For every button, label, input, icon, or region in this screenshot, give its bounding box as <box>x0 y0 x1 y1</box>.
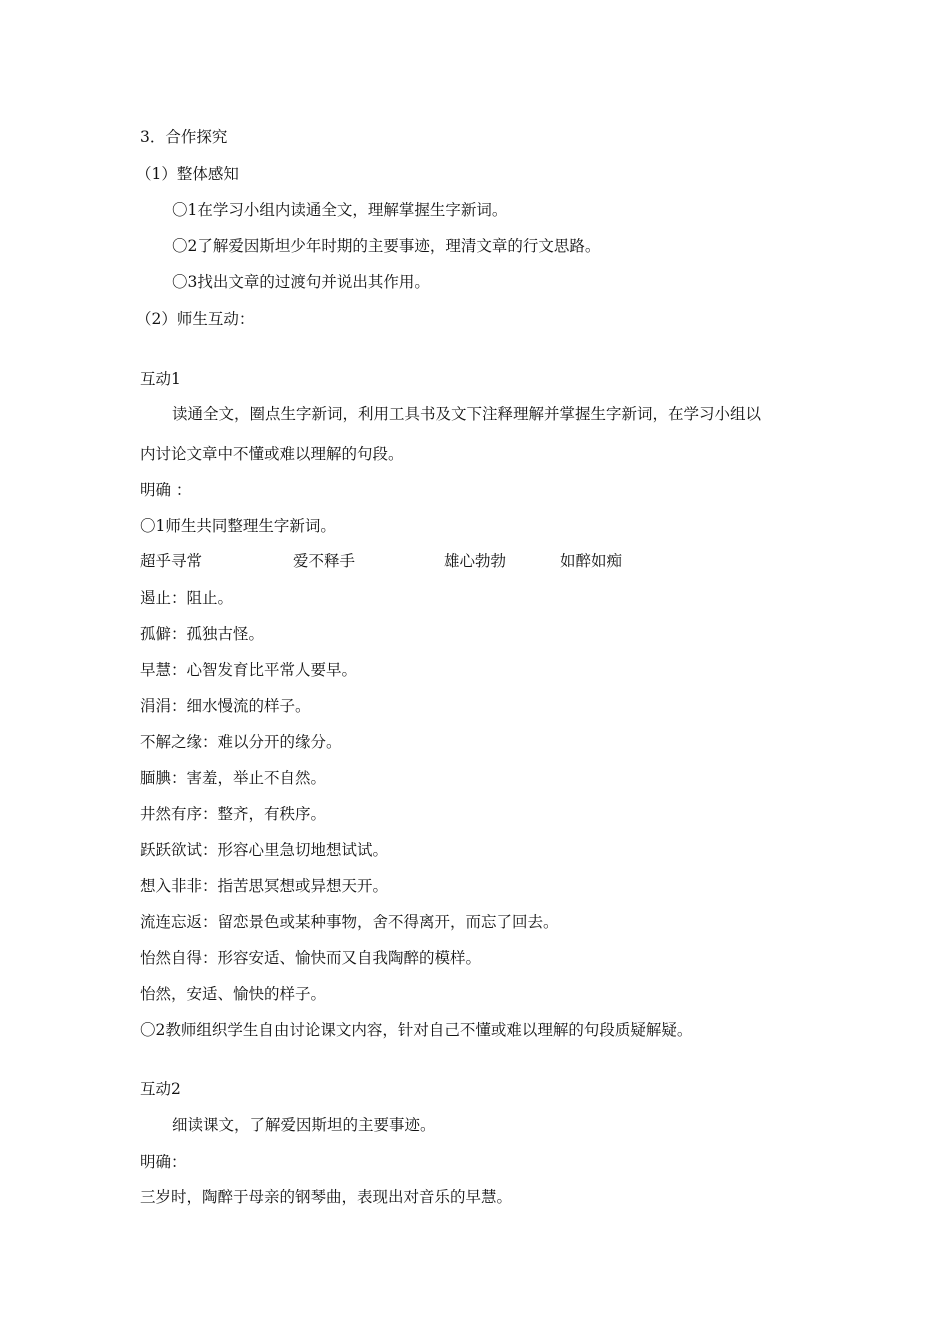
definition-8: 跃跃欲试：形容心里急切地想试试。 <box>140 841 389 859</box>
definition-11: 怡然自得：形容安适、愉快而又自我陶醉的模样。 <box>140 949 482 967</box>
definition-1: 遏止：阻止。 <box>140 589 234 607</box>
interaction1-point1: 〇1师生共同整理生字新词。 <box>140 517 336 535</box>
definition-6: 腼腆：害羞，举止不自然。 <box>140 769 327 787</box>
part2-heading: （2）师生互动： <box>136 310 255 328</box>
section-title: 3．合作探究 <box>140 128 228 146</box>
part1-item-2: 〇2了解爱因斯坦少年时期的主要事迹，理清文章的行文思路。 <box>172 237 601 255</box>
definition-9: 想入非非：指苦思冥想或异想天开。 <box>140 877 389 895</box>
vocab-word-1: 超乎寻常 <box>140 552 203 570</box>
interaction2-title: 互动2 <box>140 1080 181 1098</box>
definition-5: 不解之缘：难以分开的缘分。 <box>140 733 342 751</box>
interaction2-answer-line1: 三岁时，陶醉于母亲的钢琴曲，表现出对音乐的早慧。 <box>140 1188 513 1206</box>
definition-7: 井然有序：整齐，有秩序。 <box>140 805 327 823</box>
interaction1-task-line2: 内讨论文章中不懂或难以理解的句段。 <box>140 445 404 463</box>
part1-heading: （1）整体感知 <box>136 165 239 183</box>
vocab-word-3: 雄心勃勃 <box>444 552 507 570</box>
vocab-word-2: 爱不释手 <box>293 552 356 570</box>
interaction1-task-line1: 读通全文，圈点生字新词，利用工具书及文下注释理解并掌握生字新词，在学习小组以 <box>172 405 762 423</box>
definition-4: 涓涓：细水慢流的样子。 <box>140 697 311 715</box>
interaction1-answer-label: 明确 ： <box>140 481 192 499</box>
definition-3: 早慧：心智发育比平常人要早。 <box>140 661 358 679</box>
interaction1-point2: 〇2教师组织学生自由讨论课文内容，针对自己不懂或难以理解的句段质疑解疑。 <box>140 1021 693 1039</box>
part1-item-3: 〇3找出文章的过渡句并说出其作用。 <box>172 273 430 291</box>
vocab-word-4: 如醉如痴 <box>560 552 623 570</box>
interaction1-title: 互动1 <box>140 370 181 388</box>
definition-2: 孤僻：孤独古怪。 <box>140 625 265 643</box>
vocab-row <box>140 551 660 571</box>
interaction2-answer-label: 明确： <box>140 1153 187 1171</box>
interaction2-task: 细读课文，了解爱因斯坦的主要事迹。 <box>172 1116 436 1134</box>
definition-10: 流连忘返：留恋景色或某种事物，舍不得离开，而忘了回去。 <box>140 913 559 931</box>
definition-12: 怡然，安适、愉快的样子。 <box>140 985 327 1003</box>
part1-item-1: 〇1在学习小组内读通全文，理解掌握生字新词。 <box>172 201 508 219</box>
